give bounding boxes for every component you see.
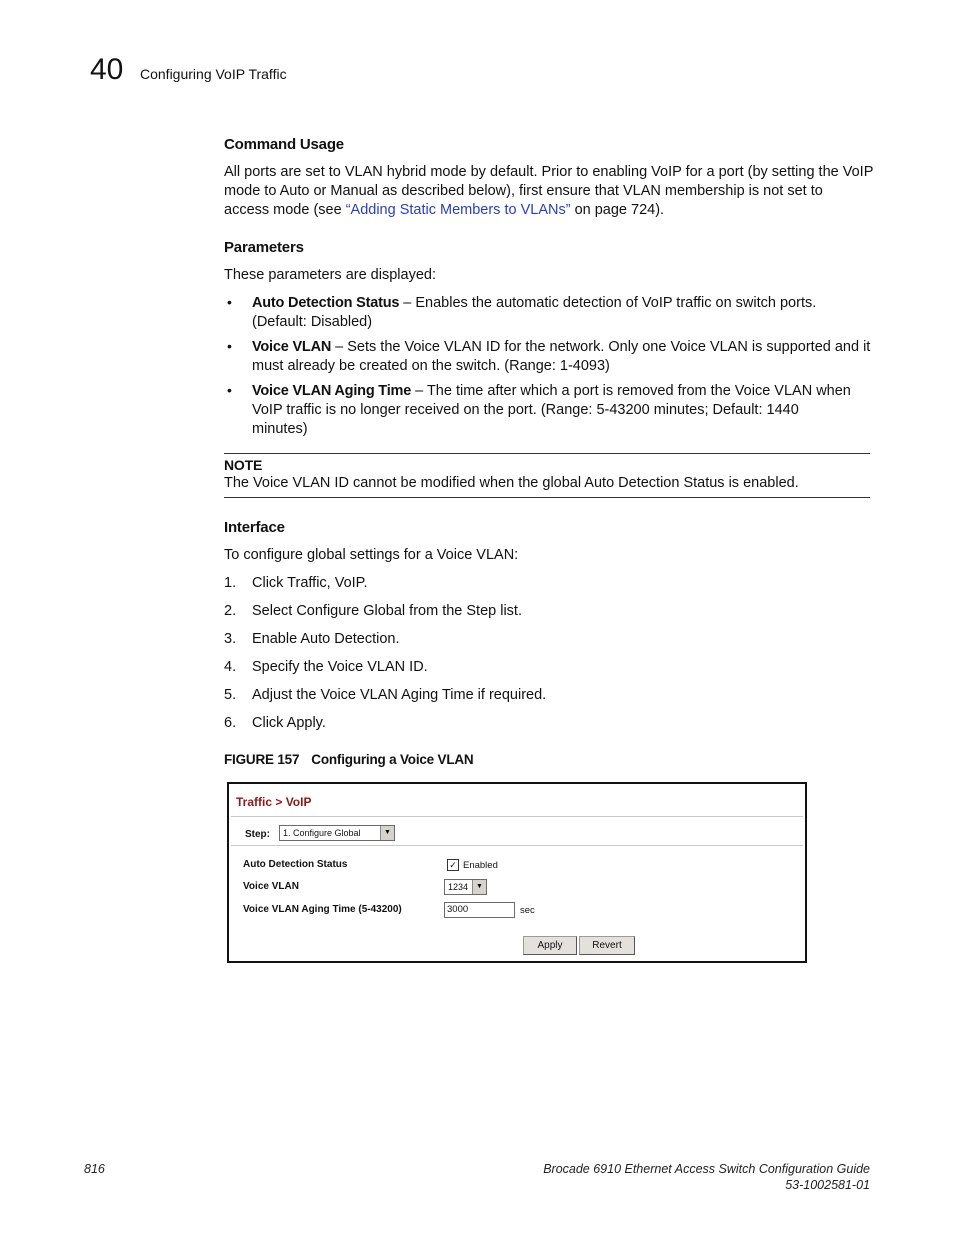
page-number: 816 — [84, 1162, 105, 1176]
parameter-item — [252, 294, 882, 332]
note-label: NOTE — [224, 457, 263, 473]
chevron-down-icon[interactable]: ▼ — [472, 880, 486, 894]
parameter-item-line-2: VoIP traffic is no longer received on the port. (Range: 5-43200 minutes; Default: 1440 — [252, 402, 799, 418]
parameter-item-line-2: (Default: Disabled) — [252, 314, 373, 330]
step-number: 6. — [224, 715, 237, 731]
step-number: 4. — [224, 659, 237, 675]
step-text: Click Apply. — [252, 715, 326, 731]
step-text: Click Traffic, VoIP. — [252, 575, 368, 591]
parameter-item — [252, 382, 882, 439]
interface-heading: Interface — [224, 519, 285, 536]
aging-time-input[interactable]: 3000 — [444, 902, 515, 918]
parameter-item-line-1 — [252, 382, 882, 401]
parameter-item-line-2: must already be created on the switch. (Range: 1-4093) — [252, 358, 610, 374]
aging-time-unit: sec — [520, 905, 535, 916]
apply-button[interactable]: Apply — [523, 936, 577, 955]
parameters-heading: Parameters — [224, 239, 304, 256]
command-usage-line-1: All ports are set to VLAN hybrid mode by default. Prior to enabling VoIP for a port (by setting the VoIP — [224, 164, 874, 180]
note-bottom-rule — [224, 497, 870, 498]
figure-caption — [224, 752, 474, 767]
voice-vlan-select[interactable] — [444, 879, 487, 895]
figure-title: Configuring a Voice VLAN — [311, 752, 474, 767]
aging-time-label: Voice VLAN Aging Time (5-43200) — [243, 904, 402, 915]
parameter-desc: – Enables the automatic detection of VoIP traffic on switch ports. — [399, 295, 817, 311]
adding-static-members-link[interactable]: “Adding Static Members to VLANs” — [345, 202, 571, 218]
command-usage-line-3-pre: access mode (see — [224, 202, 346, 218]
step-select-value: 1. Configure Global — [283, 828, 361, 838]
step-label: Step: — [245, 829, 270, 840]
guide-title: Brocade 6910 Ethernet Access Switch Configuration Guide — [543, 1162, 870, 1176]
note-top-rule — [224, 453, 870, 454]
bullet-dot: • — [227, 294, 232, 310]
step-text: Enable Auto Detection. — [252, 631, 400, 647]
revert-button[interactable]: Revert — [579, 936, 635, 955]
step-text: Adjust the Voice VLAN Aging Time if required. — [252, 687, 547, 703]
command-usage-line-2: mode to Auto or Manual as described below), first ensure that VLAN membership is not set to — [224, 183, 823, 199]
chapter-title: Configuring VoIP Traffic — [140, 66, 287, 82]
auto-detection-enabled-text: Enabled — [463, 860, 498, 871]
parameters-intro: These parameters are displayed: — [224, 267, 436, 283]
voip-config-panel — [227, 782, 807, 963]
parameter-item-line-3: minutes) — [252, 421, 308, 437]
command-usage-line-3 — [224, 201, 884, 220]
parameter-item-line-1 — [252, 294, 882, 313]
step-number: 1. — [224, 575, 237, 591]
doc-number: 53-1002581-01 — [785, 1178, 870, 1192]
check-icon: ✓ — [449, 860, 457, 870]
parameter-term: Voice VLAN Aging Time — [252, 383, 412, 399]
parameter-item-line-1 — [252, 338, 882, 357]
note-text: The Voice VLAN ID cannot be modified when the global Auto Detection Status is enabled. — [224, 475, 799, 491]
command-usage-heading: Command Usage — [224, 136, 344, 153]
chevron-down-icon[interactable]: ▼ — [380, 826, 394, 840]
voice-vlan-label: Voice VLAN — [243, 881, 299, 892]
command-usage-line-3-post: on page 724). — [570, 202, 665, 218]
parameter-term: Voice VLAN — [252, 339, 332, 355]
parameter-desc: – Sets the Voice VLAN ID for the network. Only one Voice VLAN is supported and it — [331, 339, 871, 355]
bullet-dot: • — [227, 382, 232, 398]
auto-detection-label: Auto Detection Status — [243, 859, 348, 870]
step-number: 3. — [224, 631, 237, 647]
parameter-desc: – The time after which a port is removed from the Voice VLAN when — [411, 383, 851, 399]
step-text: Select Configure Global from the Step list. — [252, 603, 522, 619]
step-number: 5. — [224, 687, 237, 703]
step-select[interactable] — [279, 825, 395, 841]
interface-intro: To configure global settings for a Voice VLAN: — [224, 547, 519, 563]
panel-title-bar — [231, 786, 803, 817]
step-text: Specify the Voice VLAN ID. — [252, 659, 428, 675]
command-usage-paragraph — [224, 163, 884, 220]
bullet-dot: • — [227, 338, 232, 354]
parameter-term: Auto Detection Status — [252, 295, 400, 311]
parameter-item — [252, 338, 882, 376]
auto-detection-checkbox[interactable] — [447, 859, 459, 871]
voice-vlan-value: 1234 — [448, 882, 469, 892]
panel-title: Traffic > VoIP — [236, 795, 312, 809]
step-number: 2. — [224, 603, 237, 619]
figure-label: FIGURE 157 — [224, 752, 300, 767]
chapter-number: 40 — [90, 53, 124, 86]
step-bar — [231, 817, 803, 846]
